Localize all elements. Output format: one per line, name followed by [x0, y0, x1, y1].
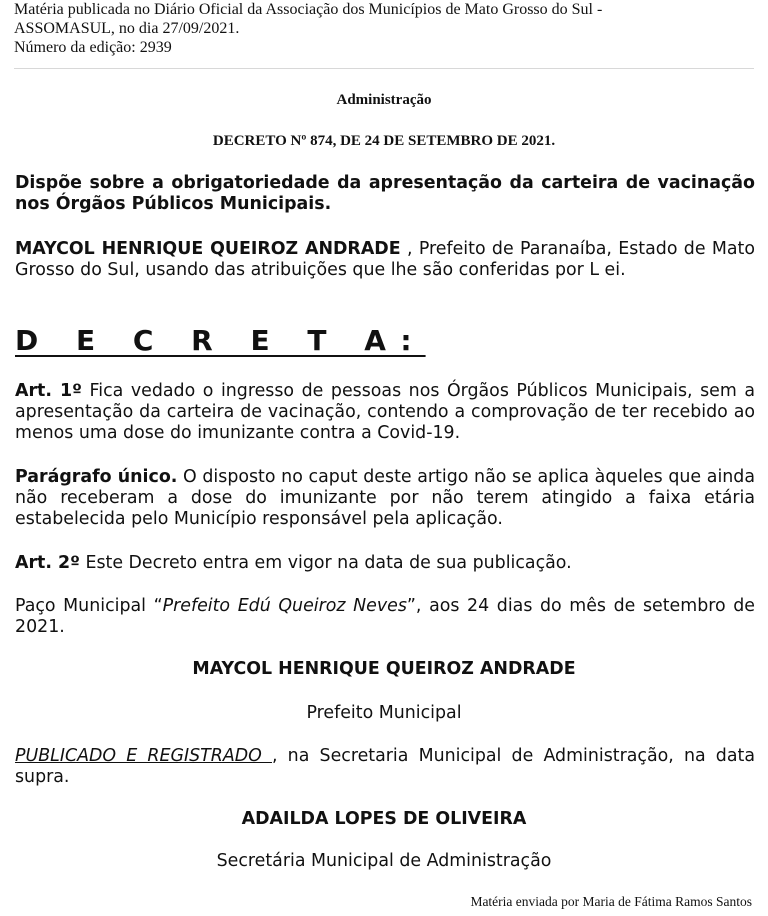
- publication-header: [14, 0, 754, 57]
- paragrafo-label: Parágrafo único.: [15, 467, 178, 487]
- paco-italic: Prefeito Edú Queiroz Neves: [162, 596, 407, 616]
- article-1: [15, 381, 755, 444]
- header-line-2: ASSOMASUL, no dia 27/09/2021.: [14, 20, 240, 37]
- header-line-3: Número da edição: 2939: [14, 39, 172, 56]
- article-2: [15, 553, 755, 574]
- decreta-heading: D E C R E T A:: [15, 324, 426, 357]
- article-1-text: Fica vedado o ingresso de pessoas nos Órgãos Públicos Municipais, sem a apresentação da carteira de vacinação, contendo a comprovação de ter recebido ao menos uma dose do imunizante contra a Covid-19.: [15, 381, 755, 443]
- paco-after: ”, aos 24 dias do mês de setembro de 2021.: [15, 596, 755, 637]
- preamble-text: , Prefeito de Paranaíba, Estado de Mato Grosso do Sul, usando das atribuições que lhe são conferidas por L ei.: [15, 239, 756, 280]
- decree-title: DECRETO Nº 874, DE 24 DE SETEMBRO DE 2021.: [212, 133, 556, 149]
- signatory-1-role: Prefeito Municipal: [306, 703, 462, 723]
- header-line-1: Matéria publicada no Diário Oficial da Associação dos Municípios de Mato Grosso do Sul -: [14, 1, 603, 18]
- decree-ementa: Dispõe sobre a obrigatoriedade da apresentação da carteira de vacinação nos Órgãos Públicos Municipais.: [15, 173, 755, 214]
- decree-preamble: [15, 239, 755, 281]
- article-1-label: Art. 1º: [15, 381, 82, 401]
- paragrafo-text: O disposto no caput deste artigo não se aplica àqueles que ainda não receberam a dose do imunizante por não terem atingido a faixa etária estabelecida pelo Município responsável pela aplicação.: [15, 467, 755, 529]
- paragrafo-unico: [15, 467, 755, 530]
- article-2-label: Art. 2º: [15, 553, 80, 573]
- section-title: Administração: [336, 92, 432, 108]
- signatory-2-role: Secretária Municipal de Administração: [216, 851, 552, 871]
- footer-credit: Matéria enviada por Maria de Fátima Ramos Santos: [470, 894, 752, 909]
- paco-before: Paço Municipal “: [15, 596, 163, 616]
- signatory-1-name: MAYCOL HENRIQUE QUEIROZ ANDRADE: [192, 659, 576, 679]
- signatory-2-name: ADAILDA LOPES DE OLIVEIRA: [241, 809, 527, 829]
- publicado-text: , na Secretaria Municipal de Administração, na data supra.: [15, 746, 755, 787]
- paco-municipal: [15, 596, 755, 638]
- header-divider: [14, 68, 754, 69]
- publicado-label: PUBLICADO E REGISTRADO: [15, 746, 272, 766]
- mayor-name: MAYCOL HENRIQUE QUEIROZ ANDRADE: [15, 239, 401, 259]
- article-2-text: Este Decreto entra em vigor na data de sua publicação.: [79, 553, 572, 573]
- publicado-registrado: [15, 746, 755, 788]
